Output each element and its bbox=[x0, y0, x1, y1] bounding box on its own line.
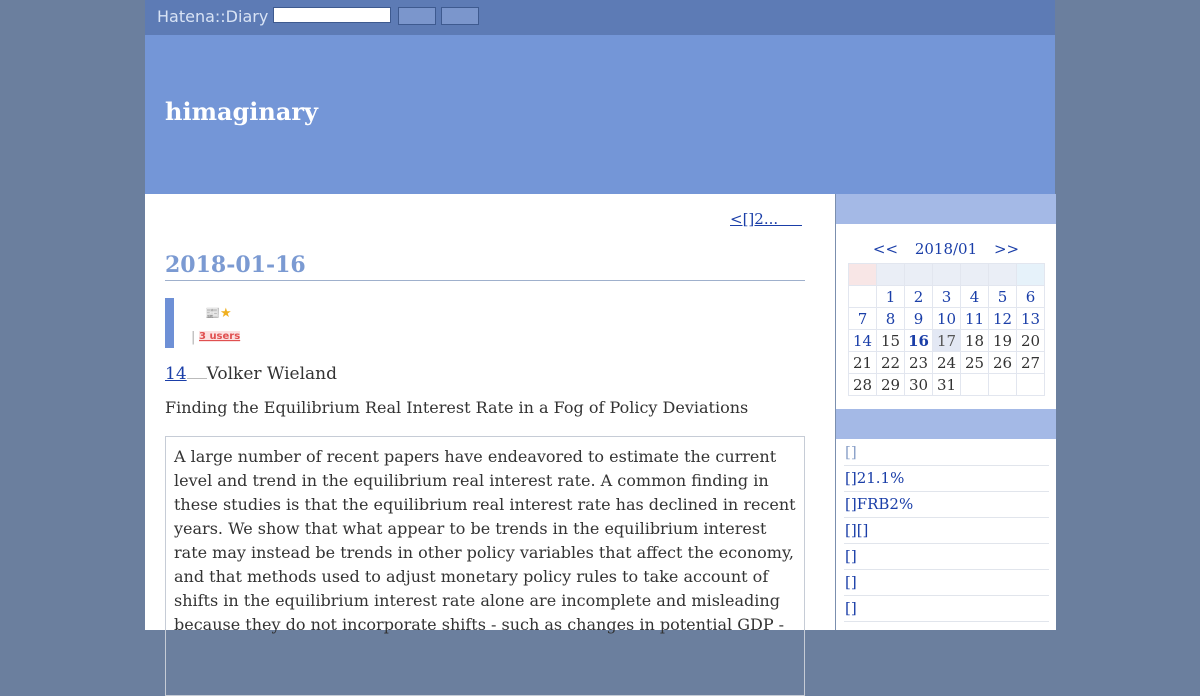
calendar-day: 25 bbox=[961, 352, 989, 374]
calendar-day[interactable]: 9 bbox=[905, 308, 933, 330]
section-gap bbox=[187, 378, 207, 379]
calendar-day: 20 bbox=[1017, 330, 1045, 352]
calendar-day[interactable]: 6 bbox=[1017, 286, 1045, 308]
calendar-table bbox=[848, 263, 1045, 396]
sidebar-header-recent bbox=[836, 409, 1056, 439]
recent-entry-link[interactable]: [] bbox=[844, 596, 1049, 622]
calendar-day bbox=[989, 374, 1017, 396]
calendar-day[interactable]: 4 bbox=[961, 286, 989, 308]
search-input[interactable] bbox=[273, 7, 391, 23]
calendar-day[interactable]: 10 bbox=[933, 308, 961, 330]
recent-entries-list bbox=[844, 440, 1049, 622]
abstract-quote: A large number of recent papers have endeavored to estimate the current level and trend in the equilibrium real interest rate. A common finding in these studies is that the equilibrium real interest rate has declined in recent years. We show that what appear to be trends in the equilibrium interest rate may instead be trends in other policy variables that affect the economy, and that methods used to adjust monetary policy rules to take account of shifts in the equilibrium interest rate alone are incomplete and misleading because they do not incorporate shifts - such as changes in potential GDP - bbox=[165, 436, 805, 696]
calendar-day: 21 bbox=[849, 352, 877, 374]
calendar-week bbox=[849, 330, 1045, 352]
calendar-day: 19 bbox=[989, 330, 1017, 352]
author-name: Volker Wieland bbox=[206, 364, 337, 384]
calendar-day: 15 bbox=[877, 330, 905, 352]
calendar-day: 29 bbox=[877, 374, 905, 396]
section-number-link[interactable]: 14 bbox=[165, 364, 187, 384]
recent-entry-link[interactable]: [][] bbox=[844, 518, 1049, 544]
entry-accent-bar bbox=[165, 298, 174, 348]
recent-entry-link[interactable]: [] bbox=[844, 544, 1049, 570]
separator: | bbox=[191, 330, 196, 345]
calendar-nav bbox=[836, 240, 1056, 258]
sidebar-header-calendar bbox=[836, 194, 1056, 224]
calendar-day[interactable]: 7 bbox=[849, 308, 877, 330]
calendar-week bbox=[849, 308, 1045, 330]
calendar-day[interactable]: 1 bbox=[877, 286, 905, 308]
calendar-day: 26 bbox=[989, 352, 1017, 374]
calendar-day: 18 bbox=[961, 330, 989, 352]
calendar-day[interactable]: 8 bbox=[877, 308, 905, 330]
calendar-day[interactable]: 5 bbox=[989, 286, 1017, 308]
sidebar bbox=[835, 194, 1056, 630]
hatena-toolbar bbox=[145, 0, 1055, 35]
star-icon[interactable]: ★ bbox=[219, 306, 232, 321]
calendar-day: 23 bbox=[905, 352, 933, 374]
calendar-week bbox=[849, 286, 1045, 308]
calendar-day[interactable]: 13 bbox=[1017, 308, 1045, 330]
calendar-day-header bbox=[1017, 264, 1045, 286]
calendar-day[interactable]: 2 bbox=[905, 286, 933, 308]
calendar-day bbox=[961, 374, 989, 396]
calendar-header-row bbox=[849, 264, 1045, 286]
calendar-day-current[interactable]: 16 bbox=[905, 330, 933, 352]
calendar-day-header bbox=[905, 264, 933, 286]
hatena-logo[interactable]: Hatena::Diary bbox=[157, 7, 269, 26]
calendar-week bbox=[849, 352, 1045, 374]
bookmark-icon[interactable]: 📰 bbox=[205, 306, 220, 320]
calendar-day: 22 bbox=[877, 352, 905, 374]
calendar-day: 31 bbox=[933, 374, 961, 396]
calendar-next-link[interactable]: >> bbox=[993, 240, 1020, 258]
calendar-day: 27 bbox=[1017, 352, 1045, 374]
page bbox=[145, 0, 1055, 634]
calendar-week bbox=[849, 374, 1045, 396]
calendar-day bbox=[1017, 374, 1045, 396]
recent-entry-link[interactable]: []FRB2% bbox=[844, 492, 1049, 518]
bookmark-users-link[interactable]: 3 users bbox=[199, 331, 241, 342]
calendar-day-header bbox=[877, 264, 905, 286]
calendar-day-header bbox=[849, 264, 877, 286]
site-title[interactable]: himaginary bbox=[165, 97, 318, 126]
calendar-day: 28 bbox=[849, 374, 877, 396]
calendar-day: 17 bbox=[933, 330, 961, 352]
recent-entry-link[interactable]: [] bbox=[844, 440, 1049, 466]
calendar-prev-link[interactable]: << bbox=[872, 240, 899, 258]
main-content bbox=[145, 194, 835, 634]
calendar-day bbox=[849, 286, 877, 308]
calendar-month-link[interactable]: 2018/01 bbox=[914, 240, 978, 258]
calendar-day-header bbox=[961, 264, 989, 286]
calendar-day[interactable]: 14 bbox=[849, 330, 877, 352]
recent-entry-link[interactable]: [] bbox=[844, 570, 1049, 596]
calendar-day: 30 bbox=[905, 374, 933, 396]
search-button[interactable] bbox=[398, 7, 436, 25]
calendar-day[interactable]: 12 bbox=[989, 308, 1017, 330]
calendar-day[interactable]: 11 bbox=[961, 308, 989, 330]
recent-entry-link[interactable]: []21.1% bbox=[844, 466, 1049, 492]
calendar-day-header bbox=[989, 264, 1017, 286]
banner bbox=[145, 35, 1055, 194]
prev-entries-link[interactable]: <[]2... bbox=[730, 210, 802, 228]
calendar-day: 24 bbox=[933, 352, 961, 374]
paper-title: Finding the Equilibrium Real Interest Rate in a Fog of Policy Deviations bbox=[165, 398, 749, 417]
entry-date-heading[interactable]: 2018-01-16 bbox=[165, 252, 805, 281]
calendar-day[interactable]: 3 bbox=[933, 286, 961, 308]
section-heading bbox=[165, 364, 337, 384]
calendar-day-header bbox=[933, 264, 961, 286]
toolbar-button[interactable] bbox=[441, 7, 479, 25]
entry-icons bbox=[205, 306, 232, 321]
